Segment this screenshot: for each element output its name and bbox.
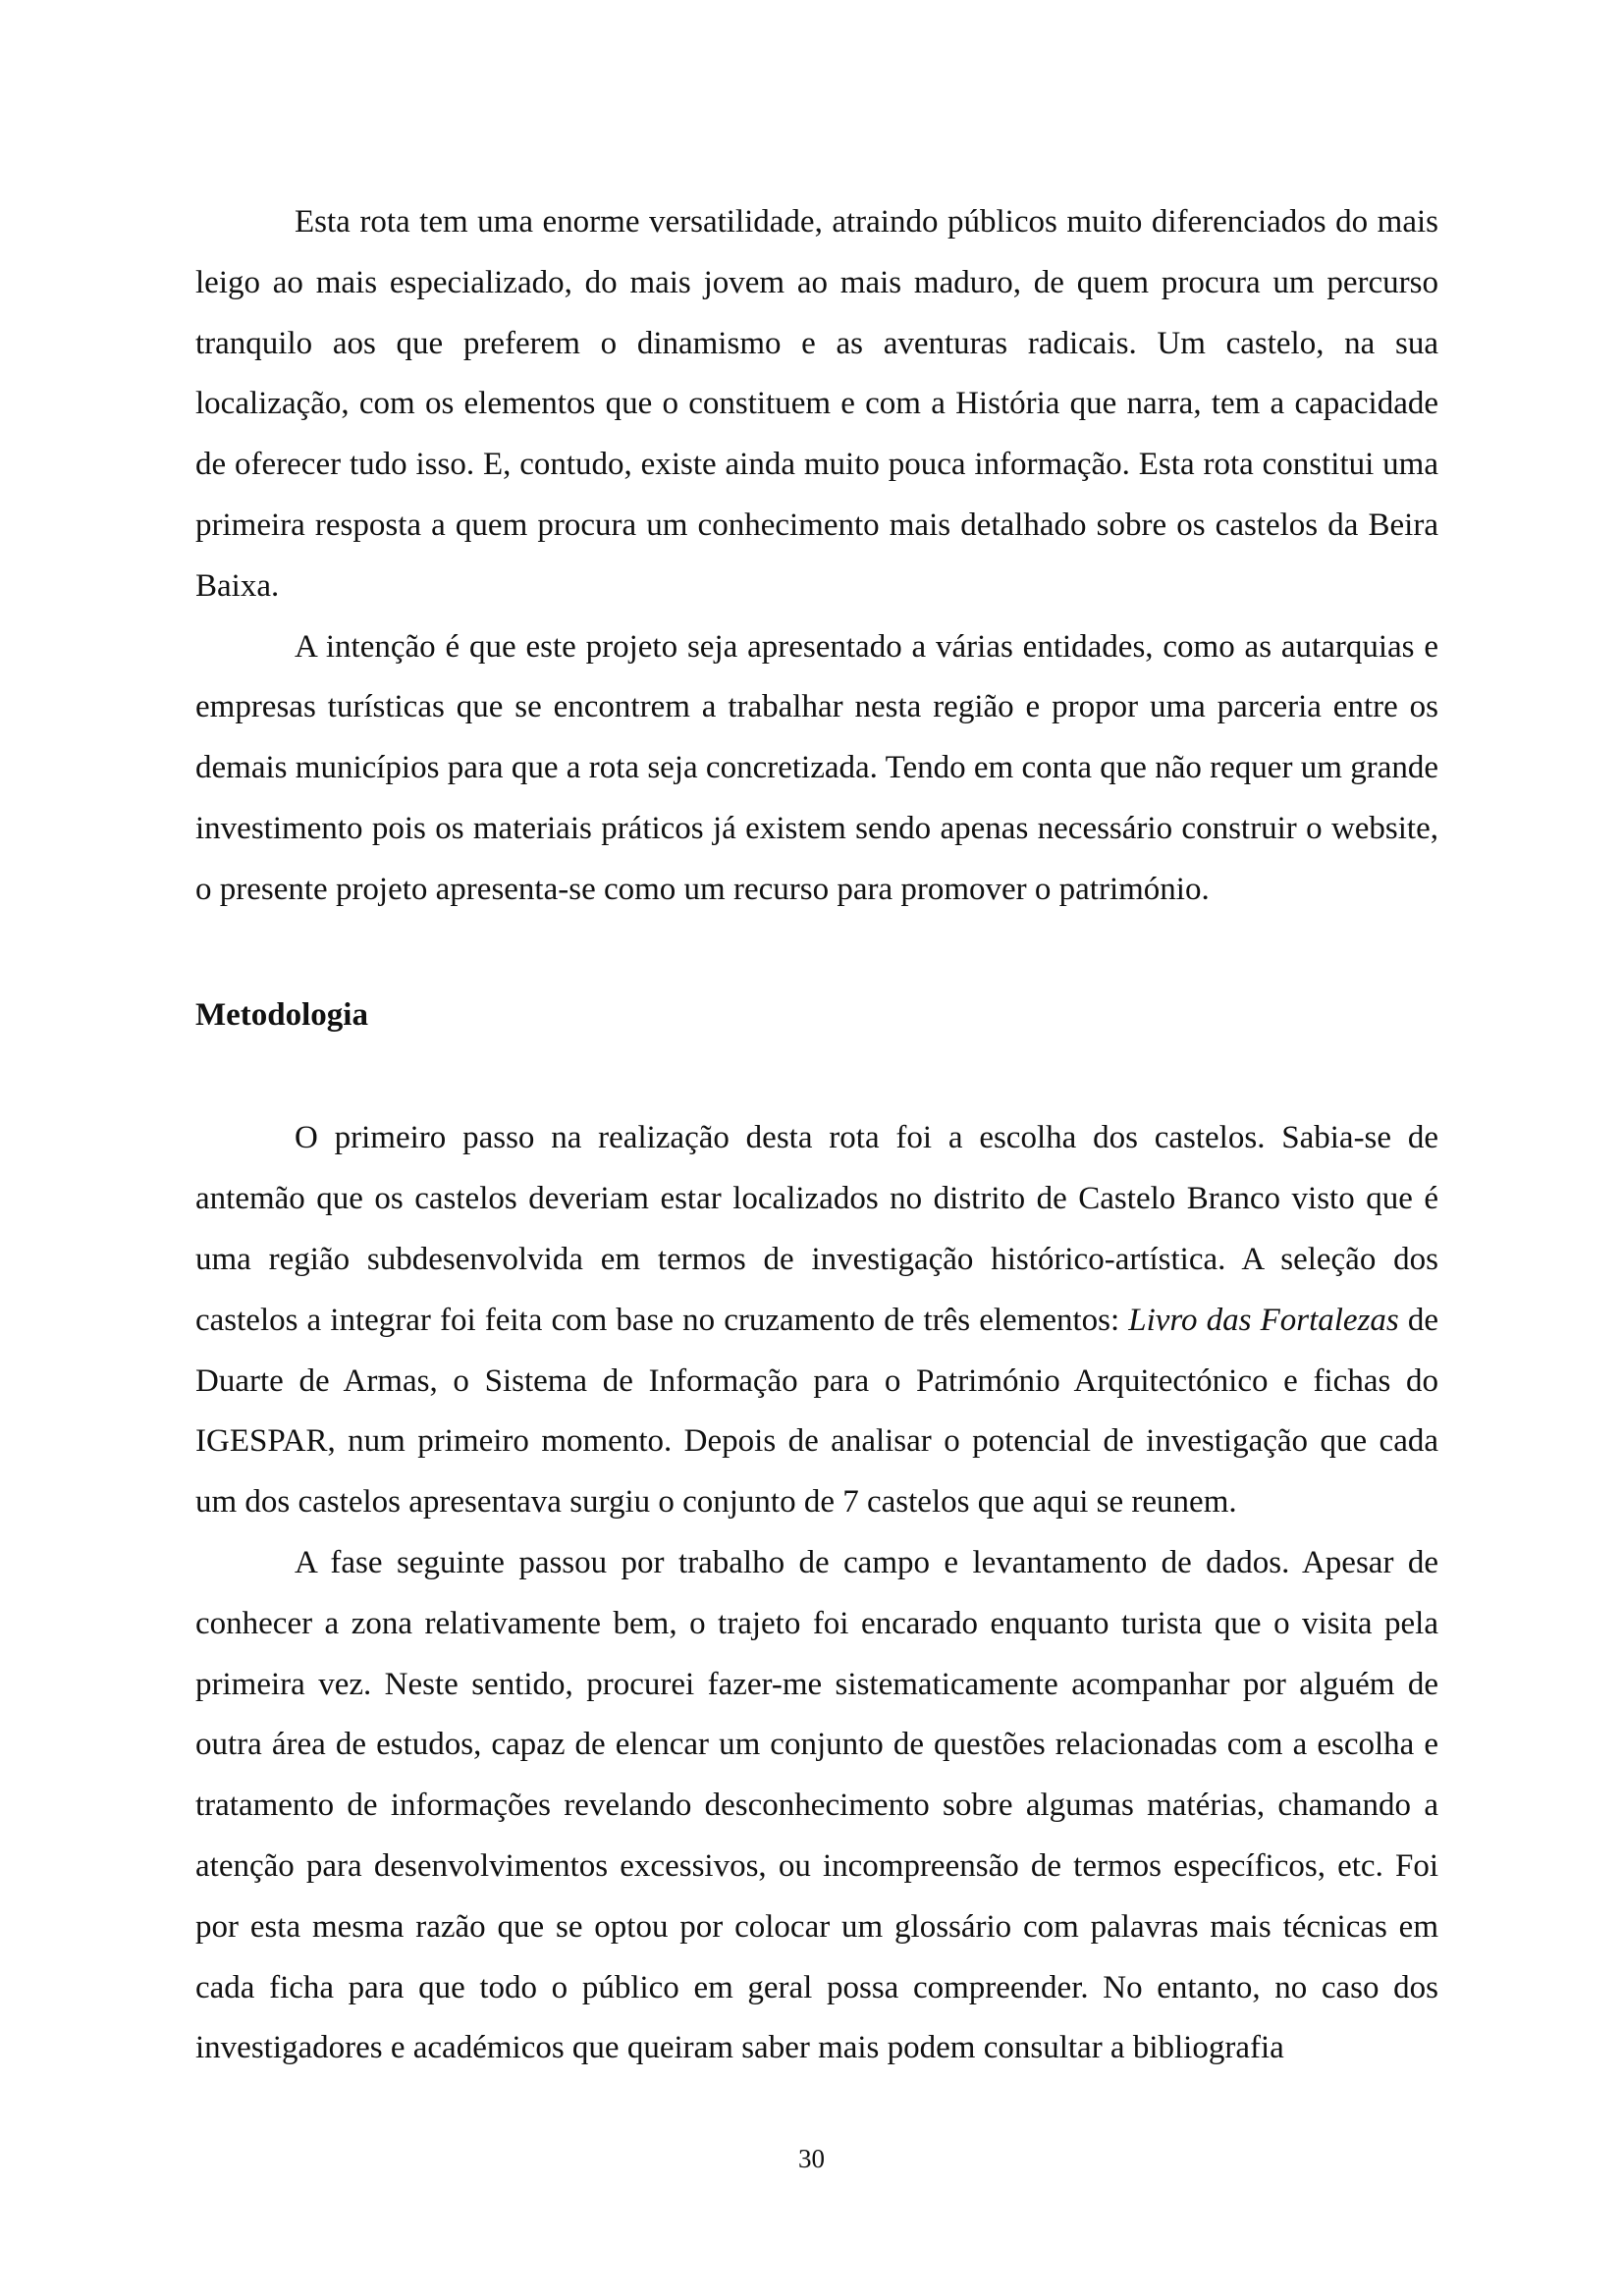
page-number: 30 — [798, 2144, 825, 2173]
page-body — [195, 192, 1438, 2079]
methodology-paragraph-1-end: de Duarte de Armas, o Sistema de Informação para o Património Arquitectónico e fichas do IGESPAR, num primeiro momento. Depois de analisar o potencial de investigação que cada um dos castelos apresentava surgiu o conjunto de 7 castelos que aqui se reunem. — [195, 1302, 1439, 1521]
intro-paragraph-1: Esta rota tem uma enorme versatilidade, atraindo públicos muito diferenciados do mais leigo ao mais especializado, do mais jovem ao mais maduro, de quem procura um percurso tranquilo aos que preferem o dinamismo e as aventuras radicais. Um castelo, na sua localização, com os elementos que o constituem e com a História que narra, tem a capacidade de oferecer tudo isso. E, contudo, existe ainda muito pouca informação. Esta rota constitui uma primeira resposta a quem procura um conhecimento mais detalhado sobre os castelos da Beira Baixa. — [195, 204, 1438, 604]
methodology-paragraph-1-start: O primeiro passo na realização desta rota foi a escolha dos castelos. Sabia-se de antemão que os castelos deveriam estar localizados no distrito de Castelo Branco visto que é uma região subdesenvolvida em termos de investigação histórico-artística. A seleção dos castelos a integrar foi feita com base no cruzamento de três elementos: — [195, 1120, 1438, 1338]
spacer — [195, 1045, 1438, 1108]
section-heading-metodologia: Metodologia — [195, 996, 368, 1033]
methodology-paragraph-2: A fase seguinte passou por trabalho de campo e levantamento de dados. Apesar de conhecer a zona relativamente bem, o trajeto foi encarado enquanto turista que o visita pela primeira vez. Neste sentido, procurei fazer-me sistematicamente acompanhar por alguém de outra área de estudos, capaz de elencar um conjunto de questões relacionadas com a escolha e tratamento de informações revelando desconhecimento sobre algumas matérias, chamando a atenção para desenvolvimentos excessivos, ou incompreensão de termos específicos, etc. Foi por esta mesma razão que se optou por colocar um glossário com palavras mais técnicas em cada ficha para que todo o público em geral possa compreender. No entanto, no caso dos investigadores e académicos que queiram saber mais podem consultar a bibliografia — [195, 1544, 1438, 2066]
intro-paragraph-2: A intenção é que este projeto seja apresentado a várias entidades, como as autarquias e empresas turísticas que se encontrem a trabalhar nesta região e propor uma parceria entre os demais municípios para que a rota seja concretizada. Tendo em conta que não requer um grande investimento pois os materiais práticos já existem sendo apenas necessário construir o website, o presente projeto apresenta-se como um recurso para promover o património. — [195, 628, 1438, 907]
book-title-livro-das-fortalezas: Livro das Fortalezas — [1128, 1302, 1399, 1338]
spacer — [195, 921, 1438, 986]
methodology-paragraph-1 — [195, 1108, 1438, 1533]
